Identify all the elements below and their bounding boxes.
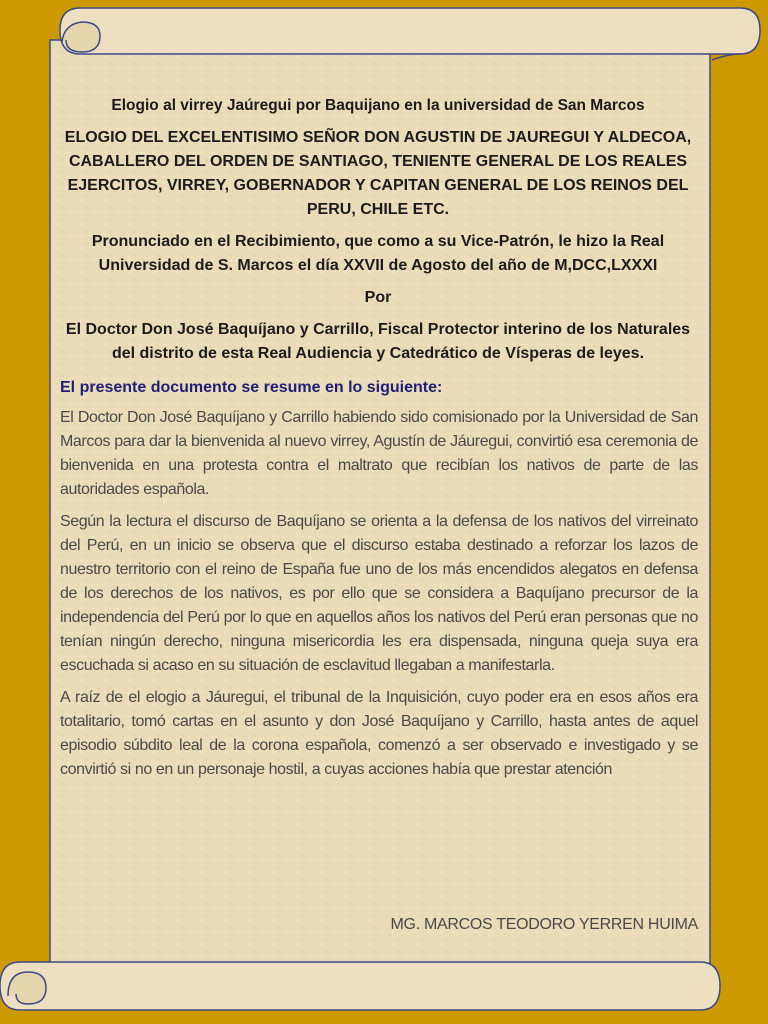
- summary-heading: El presente documento se resume en lo siguiente:: [60, 379, 443, 396]
- pronounced-line: Pronunciado en el Recibimiento, que como a su Vice-Patrón, le hizo la Real Universidad de S. Marcos el día XXVII de Agosto del año de M,DCC,LXXXI: [91, 233, 665, 274]
- by-line: Por: [364, 289, 392, 306]
- document-heading: Elogio al virrey Jaúregui por Baquijano en la universidad de San Marcos: [111, 97, 645, 114]
- summary-paragraph-1: El Doctor Don José Baquíjano y Carrillo habiendo sido comisionado por la Universidad de San Marcos para dar la bienvenida al nuevo virrey, Agustín de Jáuregui, convirtió esa ceremonia de bienvenida en una protesta contra el maltrato que recibían los nativos de parte de las autoridades española.: [60, 409, 698, 498]
- author-line: El Doctor Don José Baquíjano y Carrillo, Fiscal Protector interino de los Naturales del distrito de esta Real Audiencia y Catedrático de Vísperas de leyes.: [65, 321, 691, 362]
- summary-paragraph-3: A raíz de el elogio a Jáuregui, el tribunal de la Inquisición, cuyo poder era en esos años era totalitario, tomó cartas en el asunto y don José Baquíjano y Carrillo, hasta antes de aquel episodio súbdito leal de la corona española, comenzó a ser observado e investigado y se convirtió si no en un personaje hostil, a cuyas acciones había que prestar atención: [60, 689, 698, 778]
- summary-paragraph-2: Según la lectura el discurso de Baquíjano se orienta a la defensa de los nativos del virreinato del Perú, en un inicio se observa que el discurso estaba destinado a reforzar los lazos de nuestro territorio con el reino de España fue uno de los más encendidos alegatos en defensa de los derechos de los nativos, es por ello que se considera a Baquíjano precursor de la independencia del Perú por lo que en aquellos años los nativos del Perú eran personas que no tenían ningún derecho, ninguna misericordia les era dispensada, ninguna queja suya era escuchada si acaso en su situación de esclavitud llegaban a manifestarla.: [60, 513, 698, 674]
- document-title: ELOGIO DEL EXCELENTISIMO SEÑOR DON AGUSTIN DE JAUREGUI Y ALDECOA, CABALLERO DEL ORDEN DE SANTIAGO, TENIENTE GENERAL DE LOS REALES EJERCITOS, VIRREY, GOBERNADOR Y CAPITAN GENERAL DE LOS REINOS DEL PERU, CHILE ETC.: [64, 129, 692, 218]
- document-body: [58, 94, 698, 790]
- signature: MG. MARCOS TEODORO YERREN HUIMA: [390, 916, 698, 933]
